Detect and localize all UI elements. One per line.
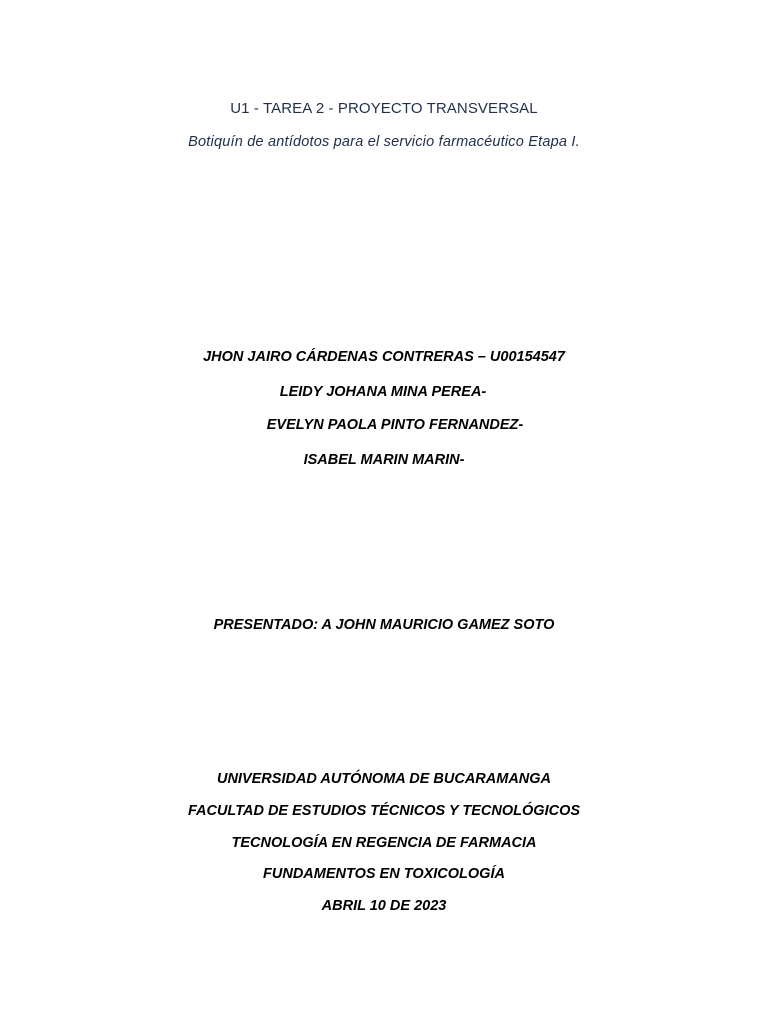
document-subtitle: Botiquín de antídotos para el servicio farmacéutico Etapa I. xyxy=(188,134,580,150)
document-title: U1 - TAREA 2 - PROYECTO TRANSVERSAL xyxy=(230,100,538,117)
author-3: EVELYN PAOLA PINTO FERNANDEZ- xyxy=(266,417,524,433)
program-name: TECNOLOGÍA EN REGENCIA DE FARMACIA xyxy=(231,835,537,851)
university-name: UNIVERSIDAD AUTÓNOMA DE BUCARAMANGA xyxy=(216,771,552,787)
presented-to: PRESENTADO: A JOHN MAURICIO GAMEZ SOTO xyxy=(213,617,555,633)
author-1: JHON JAIRO CÁRDENAS CONTRERAS – U00154547 xyxy=(203,349,565,365)
author-2: LEIDY JOHANA MINA PEREA- xyxy=(279,384,487,400)
author-4: ISABEL MARIN MARIN- xyxy=(303,452,465,468)
document-date: ABRIL 10 DE 2023 xyxy=(321,898,447,914)
course-name: FUNDAMENTOS EN TOXICOLOGÍA xyxy=(263,866,505,882)
faculty-name: FACULTAD DE ESTUDIOS TÉCNICOS Y TECNOLÓGICOS xyxy=(187,803,581,819)
